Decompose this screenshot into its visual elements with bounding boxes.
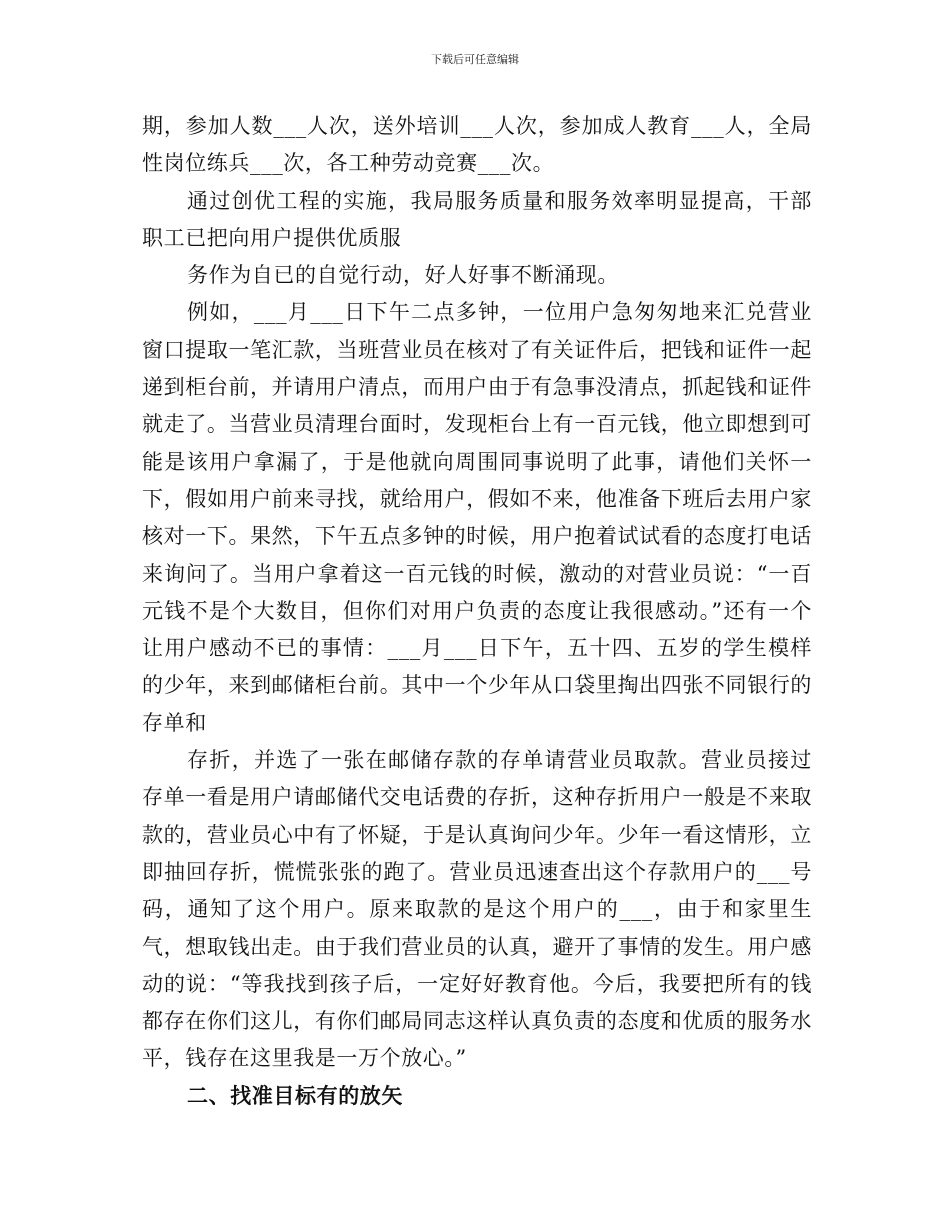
paragraph-2: 通过创优工程的实施，我局服务质量和服务效率明显提高，干部职工已把向用户提供优质服: [142, 188, 812, 250]
document-body: [142, 108, 812, 1115]
paragraph-5: 存折，并选了一张在邮储存款的存单请营业员取款。营业员接过存单一看是用户请邮储代交电话费的存折，这种存折用户一般是不来取款的，营业员心中有了怀疑，于是认真询问少年。少年一看这情形，立即抽回存折，慌慌张张的跑了。营业员迅速查出这个存款用户的___号码，通知了这个用户。原来取款的是这个用户的___，由于和家里生气，想取钱出走。由于我们营业员的认真，避开了事情的发生。用户感动的说：“等我找到孩子后，一定好好教育他。今后，我要把所有的钱都存在你们这儿，有你们邮局同志这样认真负责的态度和优质的服务水平，钱存在这里我是一万个放心。”: [142, 748, 812, 1071]
paragraph-1: 期，参加人数___人次，送外培训___人次，参加成人教育___人，全局性岗位练兵___次，各工种劳动竞赛___次。: [142, 114, 812, 176]
section-heading: 二、找准目标有的放矢: [187, 1083, 403, 1108]
paragraph-3: 务作为自已的自觉行动，好人好事不断涌现。: [187, 263, 619, 288]
page-header-note: 下载后可任意编辑: [431, 53, 519, 66]
paragraph-4: 例如，___月___日下午二点多钟，一位用户急匆匆地来汇兑营业窗口提取一笔汇款，当班营业员在核对了有关证件后，把钱和证件一起递到柜台前，并请用户清点，而用户由于有急事没清点，抓起钱和证件就走了。当营业员清理台面时，发现柜台上有一百元钱，他立即想到可能是该用户拿漏了，于是他就向周围同事说明了此事，请他们关怀一下，假如用户前来寻找，就给用户，假如不来，他准备下班后去用户家核对一下。果然，下午五点多钟的时候，用户抱着试试看的态度打电话来询问了。当用户拿着这一百元钱的时候，激动的对营业员说：“一百元钱不是个大数目，但你们对用户负责的态度让我很感动。”还有一个让用户感动不已的事情：___月___日下午，五十四、五岁的学生模样的少年，来到邮储柜台前。其中一个少年从口袋里掏出四张不同银行的存单和: [142, 300, 812, 735]
